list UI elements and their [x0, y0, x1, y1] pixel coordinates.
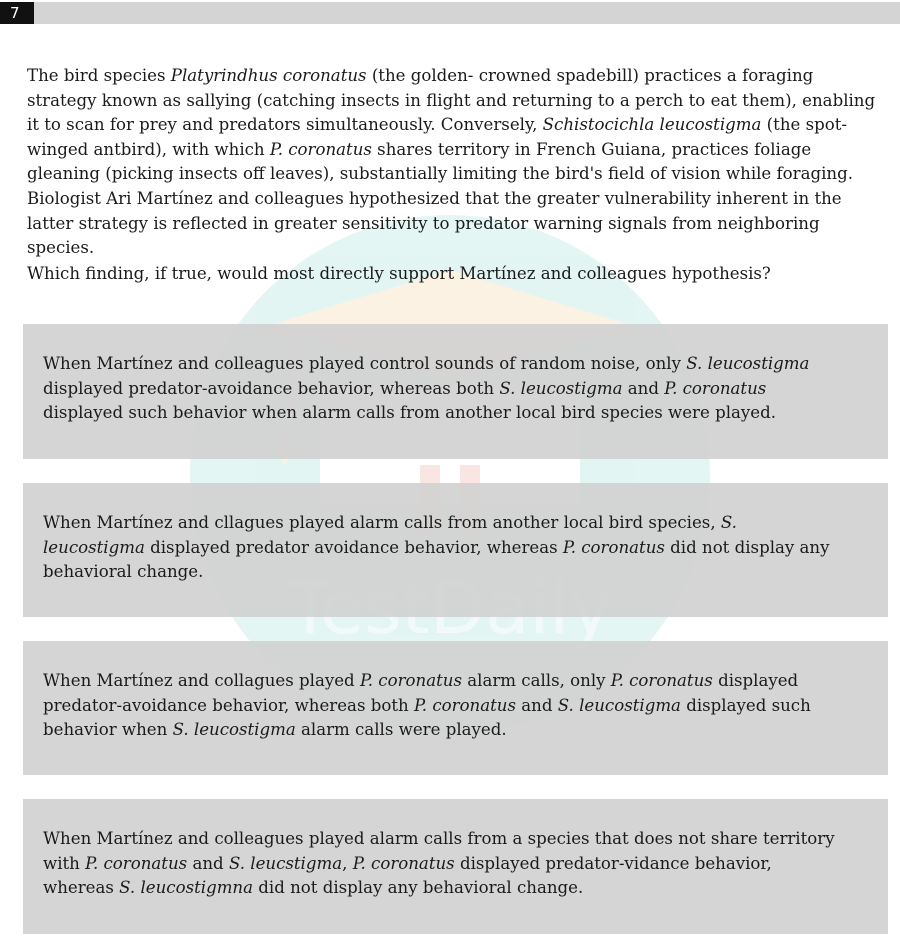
species-name: P. coronatus [352, 853, 455, 873]
answer-choice-c[interactable] [23, 641, 888, 775]
species-name: P. coronatus [269, 139, 372, 159]
answer-choice-a[interactable] [23, 324, 888, 459]
species-name: S. leucostigma [43, 513, 737, 557]
species-name: S. leucostigma [499, 378, 623, 398]
answer-choice-a-text: When Martínez and colleagues played control sounds of random noise, only S. leucostigma displayed predator-avoidance behavior, whereas both S. leucostigma and P. coronatus displayed such behavior when alarm calls from another local bird species were played. [43, 354, 810, 423]
species-name: Schistocichla leucostigma [542, 115, 762, 135]
species-name: P. coronatus [664, 378, 767, 398]
species-name: P. coronatus [610, 671, 713, 690]
species-name: S. leucostigma [686, 354, 810, 373]
question-header-bar [0, 2, 900, 24]
answer-choice-d[interactable] [23, 799, 888, 934]
question-number-badge: 7 [0, 2, 34, 24]
species-name: P. coronatus [414, 695, 517, 715]
answer-choice-b[interactable] [23, 483, 888, 617]
species-name: S. leucostigma [172, 720, 296, 740]
question-stem: Which finding, if true, would most directly support Martínez and colleagues hypothesis? [27, 264, 771, 283]
species-name: P. coronatus [562, 537, 665, 557]
answer-choice-c-text: When Martínez and collagues played P. coronatus alarm calls, only P. coronatus displayed predator-avoidance behavior, whereas both P. coronatus and S. leucostigma displayed such behavior when S. leucostigma alarm calls were played. [43, 671, 811, 740]
species-name: S. leucstigma [228, 853, 343, 873]
passage: The bird species Platyrindhus coronatus (the golden- crowned spadebill) practices a foraging strategy known as sallying (catching insects in flight and returning to a perch to eat them), enabling it to scan for prey and predators simultaneously. Conversely, Schistocichla leucostigma (the spot-winged antbird), with which P. coronatus shares territory in French Guiana, practices foliage gleaning (picking insects off leaves), substantially limiting the bird's field of vision while foraging. Biologist Ari Martínez and colleagues hypothesized that the greater vulnerability inherent in the latter strategy is reflected in greater sensitivity to predator warning signals from neighboring species. [27, 66, 876, 258]
species-name: S. leucostigmna [119, 878, 254, 898]
answer-choice-b-text: When Martínez and cllagues played alarm calls from another local bird species, S. leucostigma displayed predator avoidance behavior, whereas P. coronatus did not display any behavioral change. [43, 513, 830, 582]
species-name: P. coronatus [359, 671, 462, 690]
species-name: Platyrindhus coronatus [170, 66, 367, 85]
species-name: P. coronatus [85, 853, 188, 873]
answer-choice-d-text: When Martínez and colleagues played alarm calls from a species that does not share territory with P. coronatus and S. leucstigma, P. coronatus displayed predator-vidance behavior, whereas S. leucostigmna did not display any behavioral change. [43, 829, 835, 898]
species-name: S. leucostigma [557, 695, 681, 715]
